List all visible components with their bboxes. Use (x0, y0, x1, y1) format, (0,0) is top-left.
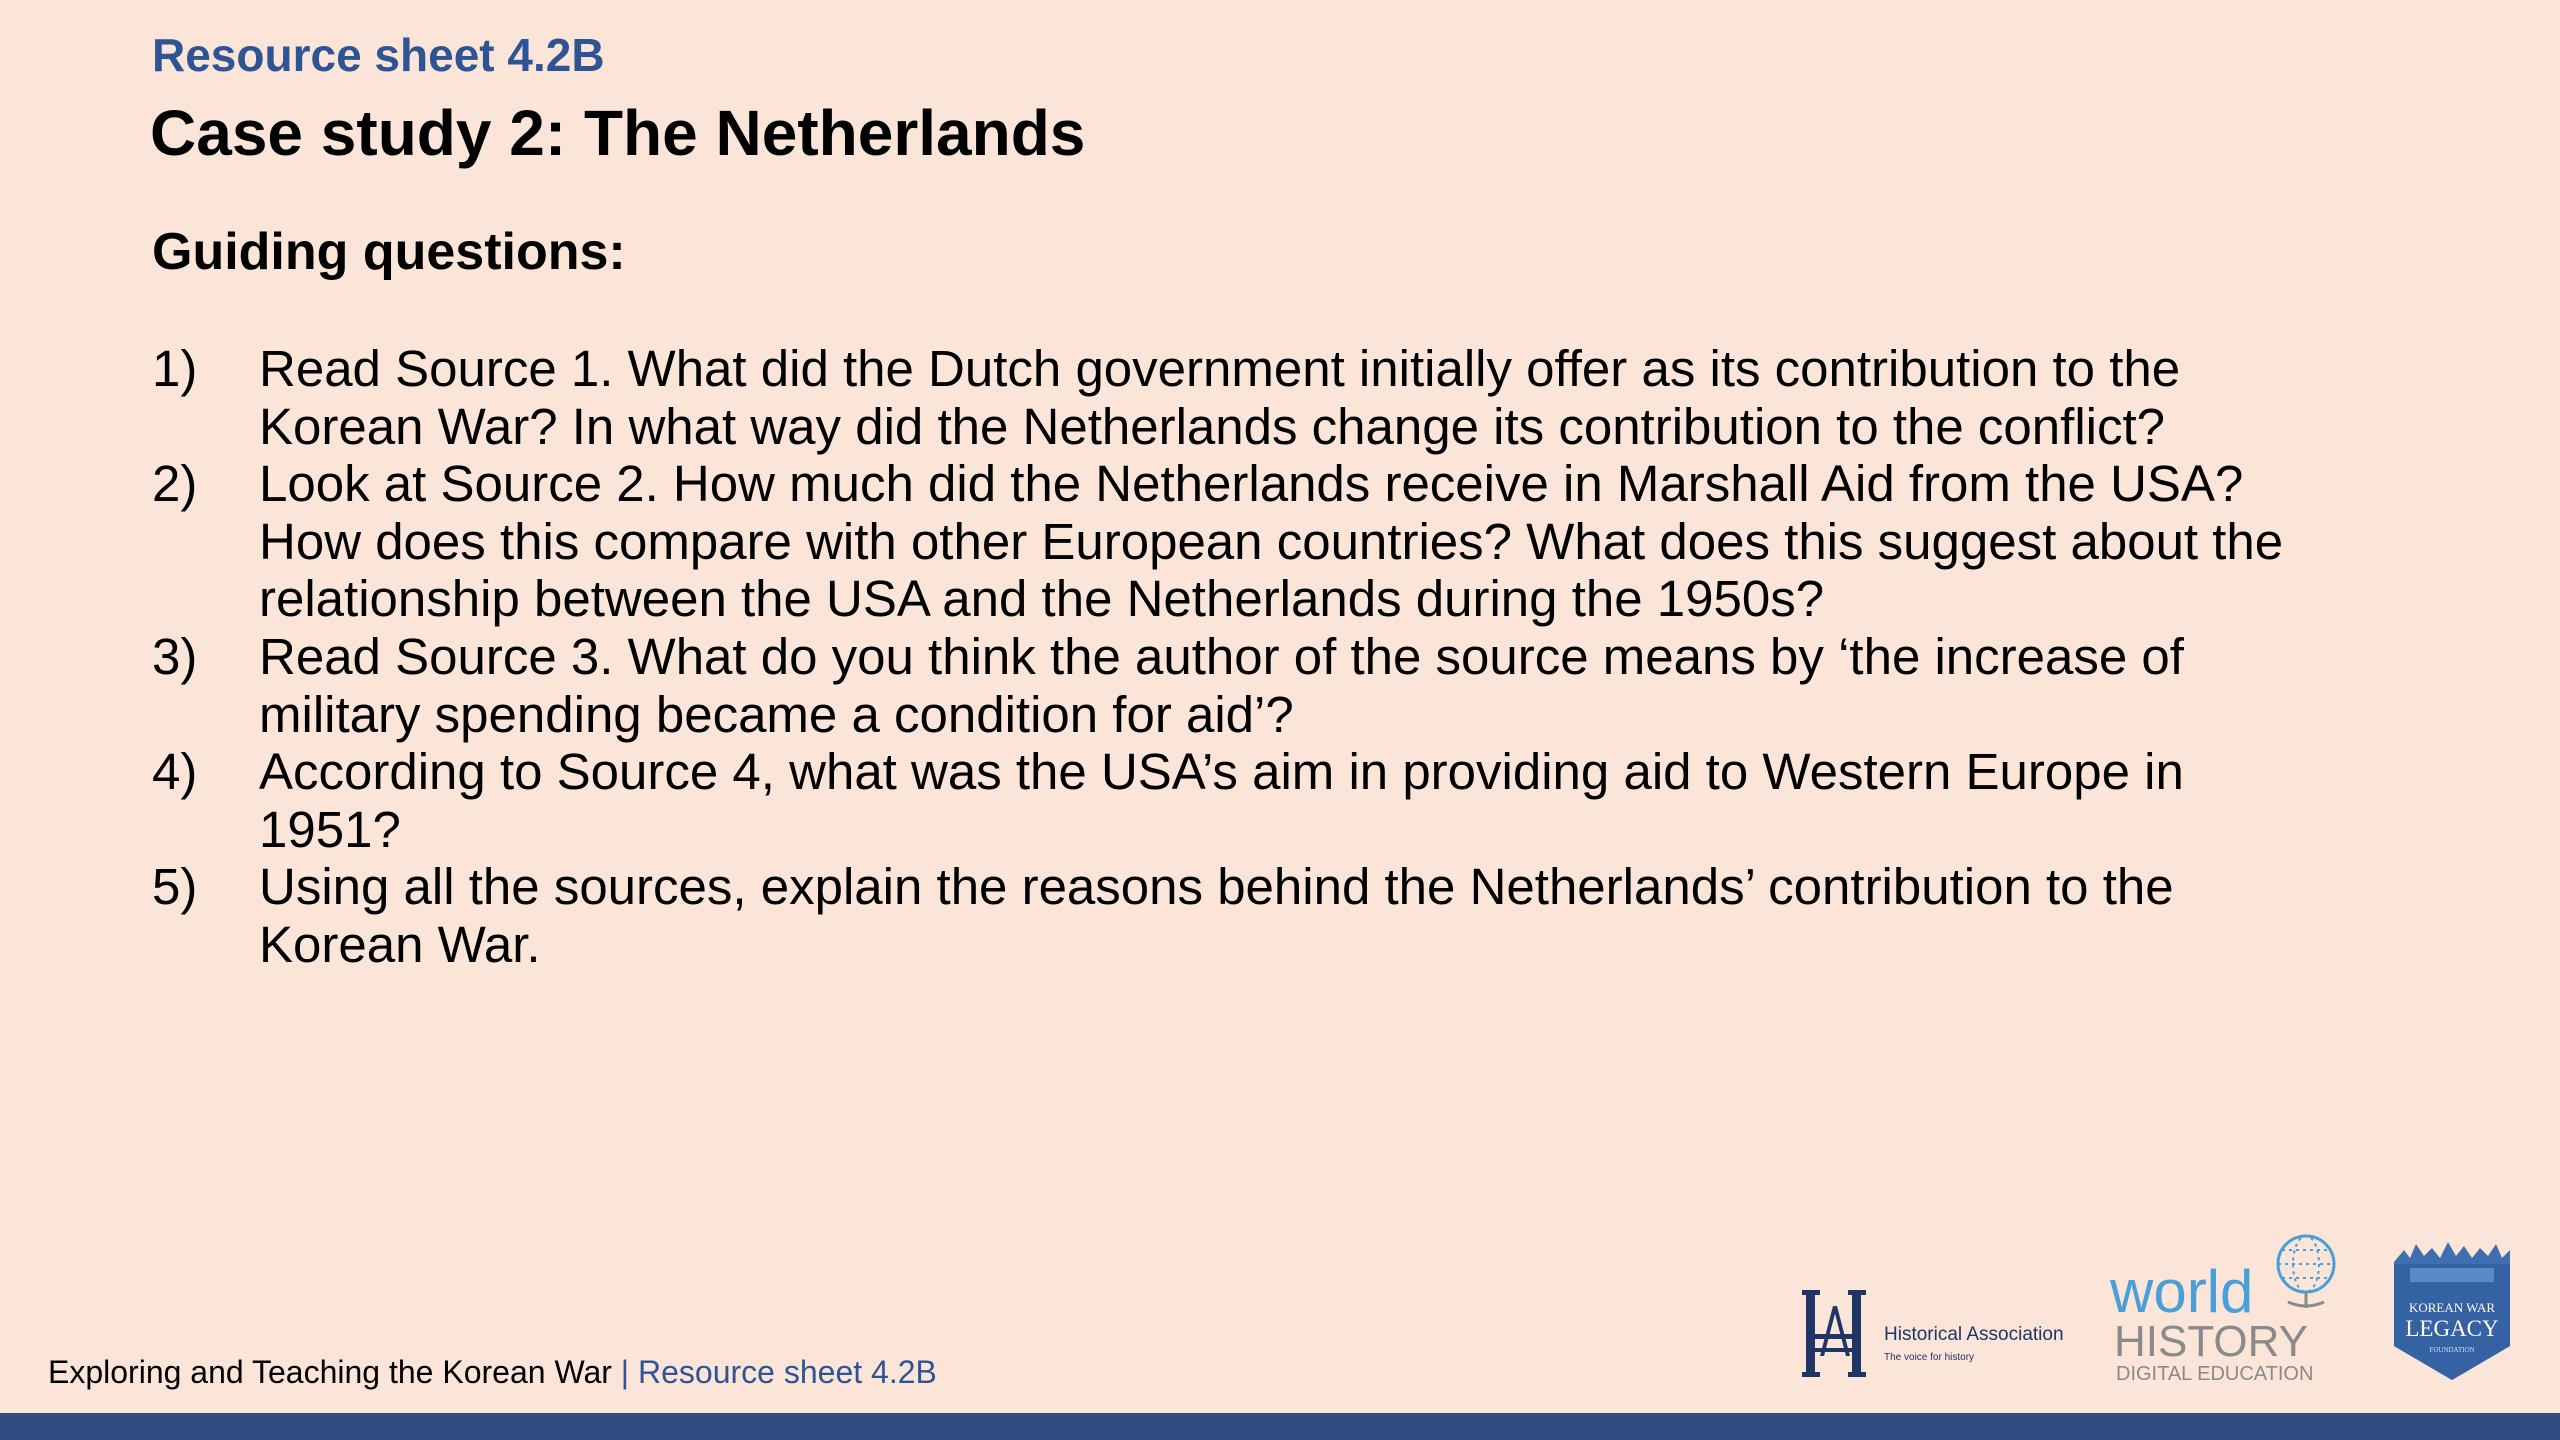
kw-foundation-text: FOUNDATION (2429, 1346, 2475, 1354)
question-text: Using all the sources, explain the reasons behind the Netherlands’ contribution to the Korean War. (259, 858, 2174, 973)
resource-sheet-label: Resource sheet 4.2B (152, 29, 605, 81)
digital-education-text: DIGITAL EDUCATION (2116, 1363, 2314, 1384)
question-number: 2) (152, 455, 198, 513)
footer-caption (48, 1354, 937, 1391)
guiding-questions-heading: Guiding questions: (152, 223, 626, 281)
question-text: According to Source 4, what was the USA’s aim in providing aid to Western Europe in 1951? (259, 743, 2184, 858)
korean-war-legacy-logo (2390, 1240, 2514, 1382)
kw-legacy-text: LEGACY (2405, 1316, 2499, 1341)
question-item (152, 455, 2292, 628)
world-text: world (2110, 1258, 2254, 1325)
footer-course-title: Exploring and Teaching the Korean War (48, 1354, 612, 1390)
question-number: 3) (152, 627, 198, 685)
question-text: Read Source 1. What did the Dutch government initially offer as its contribution to the Korean War? In what way did the Netherlands change its contribution to the conflict? (259, 340, 2181, 455)
page-title: Case study 2: The Netherlands (150, 97, 1086, 169)
question-number: 4) (152, 743, 198, 801)
history-text: HISTORY (2114, 1317, 2308, 1366)
historical-association-logo (1802, 1286, 2072, 1382)
question-text: Read Source 3. What do you think the author of the source means by ‘the increase of military spending became a condition for aid’? (259, 627, 2184, 743)
question-item (152, 628, 2292, 743)
question-item (152, 340, 2292, 455)
question-text: Look at Source 2. How much did the Netherlands receive in Marshall Aid from the USA? How does this compare with other European countries? What does this suggest about the relationship between the USA and the Netherlands during the 1950s? (259, 455, 2284, 628)
bottom-bar (0, 1413, 2560, 1440)
ha-name-text: Historical Association (1884, 1324, 2064, 1345)
kw-line1-text: KOREAN WAR (2408, 1300, 2496, 1315)
ha-tagline-text: The voice for history (1884, 1352, 1975, 1363)
globe-icon (2278, 1236, 2334, 1308)
footer-sheet-label: Resource sheet 4.2B (638, 1354, 937, 1390)
footer-separator: | (611, 1354, 638, 1390)
question-list (152, 340, 2292, 974)
question-item (152, 743, 2292, 858)
question-number: 1) (152, 340, 198, 397)
world-history-logo (2108, 1228, 2348, 1384)
question-number: 5) (152, 858, 198, 916)
question-item (152, 858, 2292, 973)
